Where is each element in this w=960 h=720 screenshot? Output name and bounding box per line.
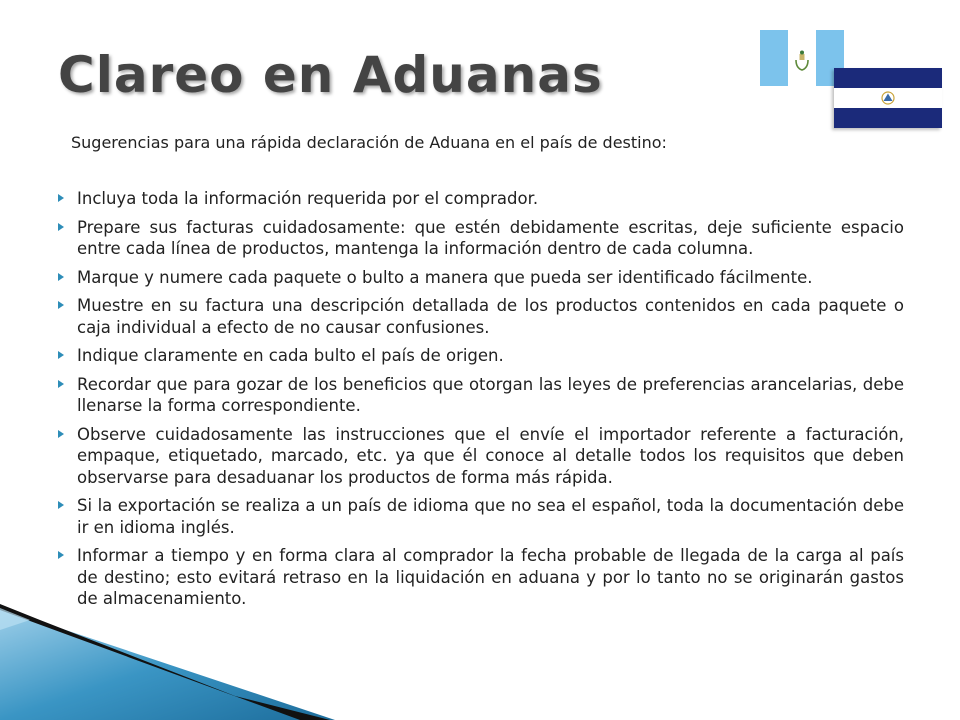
triangle-right-icon [58, 273, 64, 281]
bullet-item [58, 495, 904, 538]
bullet-text: Observe cuidadosamente las instrucciones que el envíe el importador referente a facturación, empaque, etiquetado, marcado, etc. ya que él conoce al detalle todos los requisitos que deben observarse para desaduanar los productos de forma más rápida. [77, 424, 904, 487]
triangle-right-icon [58, 194, 64, 202]
bullet-list [58, 188, 904, 617]
triangle-right-icon [58, 430, 64, 438]
triangle-right-icon [58, 301, 64, 309]
triangle-right-icon [58, 351, 64, 359]
decorative-wedge [0, 600, 380, 720]
bullet-item [58, 424, 904, 489]
triangle-right-icon [58, 223, 64, 231]
bullet-item [58, 345, 904, 367]
bullet-item [58, 295, 904, 338]
bullet-item [58, 217, 904, 260]
el-salvador-flag [834, 68, 942, 128]
bullet-item [58, 374, 904, 417]
flags-group [756, 28, 946, 130]
bullet-text: Muestre en su factura una descripción detallada de los productos contenidos en cada paquete o caja individual a efecto de no causar confusiones. [77, 296, 904, 337]
bullet-text: Prepare sus facturas cuidadosamente: que estén debidamente escritas, deje suficiente espacio entre cada línea de productos, mantenga la información dentro de cada columna. [77, 217, 904, 258]
bullet-text: Si la exportación se realiza a un país de idioma que no sea el español, toda la documentación debe ir en idioma inglés. [77, 496, 904, 537]
bullet-item [58, 267, 904, 289]
guatemala-flag [760, 30, 844, 86]
bullet-item [58, 188, 904, 210]
bullet-text: Recordar que para gozar de los beneficios que otorgan las leyes de preferencias arancelarias, debe llenarse la forma correspondiente. [77, 374, 904, 415]
triangle-right-icon [58, 380, 64, 388]
bullet-text: Marque y numere cada paquete o bulto a manera que pueda ser identificado fácilmente. [77, 267, 813, 287]
triangle-right-icon [58, 501, 64, 509]
bullet-text: Informar a tiempo y en forma clara al comprador la fecha probable de llegada de la carga al país de destino; esto evitará retraso en la liquidación en aduana y por lo tanto no se originarán gastos de almacenamiento. [77, 546, 904, 608]
bullet-text: Incluya toda la información requerida por el comprador. [77, 189, 539, 208]
bullet-text: Indique claramente en cada bulto el país de origen. [77, 346, 504, 365]
triangle-right-icon [58, 551, 64, 559]
slide-subtitle: Sugerencias para una rápida declaración de Aduana en el país de destino: [71, 133, 667, 152]
slide-title: Clareo en Aduanas [58, 46, 603, 104]
